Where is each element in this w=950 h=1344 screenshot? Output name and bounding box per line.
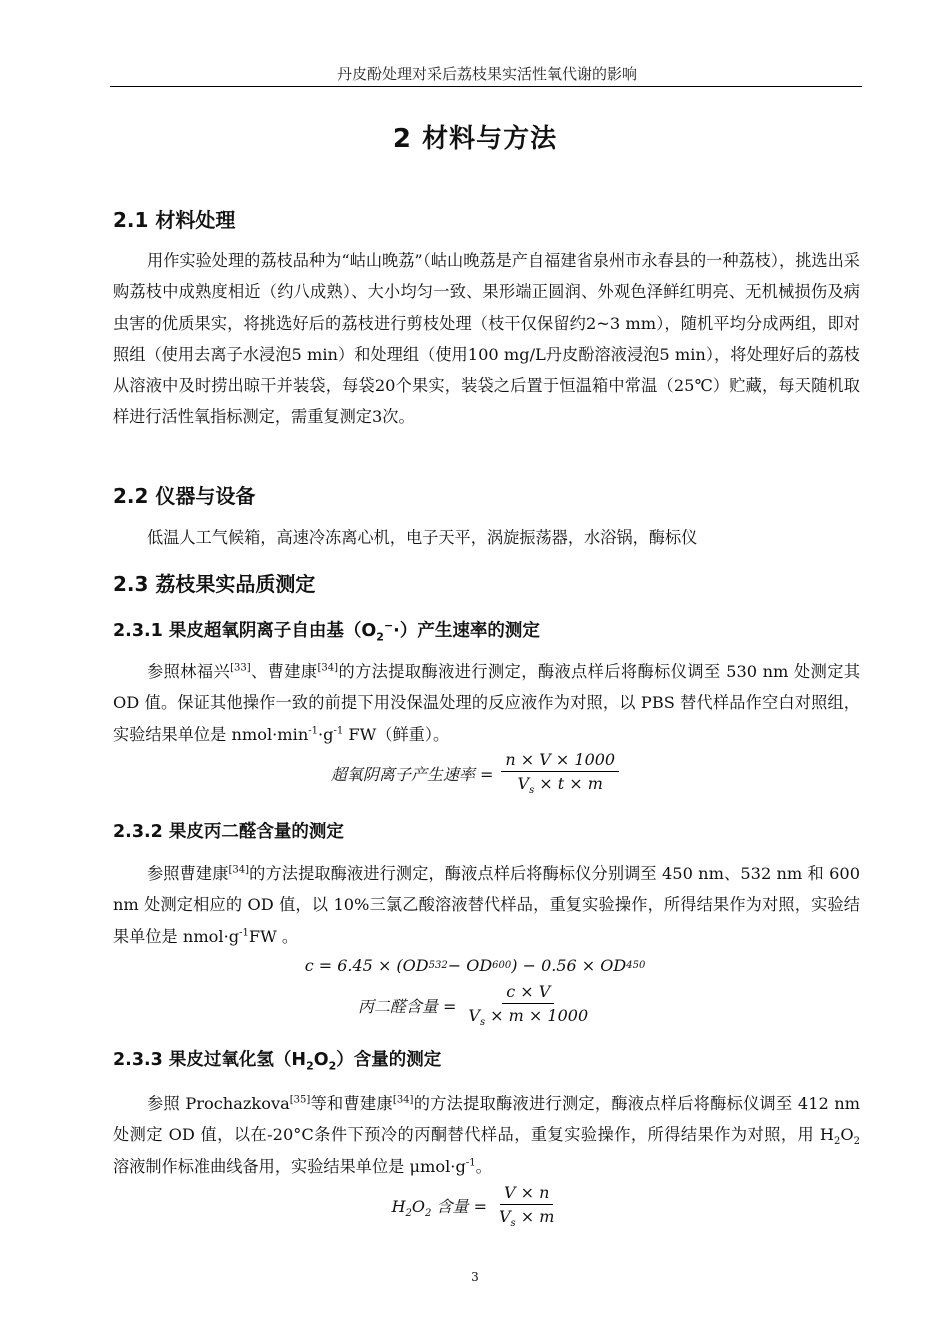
fraction [495,1183,558,1229]
lhs-text: O [411,1196,426,1216]
section-heading-2-3-3 [113,1046,441,1073]
chapter-title: 2 材料与方法 [392,124,558,154]
text-run: ·g [318,724,334,744]
citation: [34] [392,1094,414,1106]
citation: [34] [317,662,339,674]
text-run: 的方法提取酶液进行测定，酶液点样后将酶标仪调至 412 nm 处测定 OD 值，以在-20°C条件下预冷的丙酮替代样品，重复实验操作，所得结果作为对照，用 H [113,1094,861,1145]
heading-text: O [313,1050,329,1070]
section-2-3-2-paragraph [113,858,860,952]
text-run: 参照 Prochazkova [147,1094,290,1113]
fraction [501,750,619,796]
heading-subscript: 2 [306,1059,314,1073]
section-heading-2-3: 2.3 荔枝果实品质测定 [113,572,316,596]
equation-h2o2-content [0,1183,950,1229]
text-run: 参照曹建康 [147,864,229,883]
text-run: 溶液制作标准曲线备用，实验结果单位是 μmol·g [113,1156,466,1176]
denominator-subscript: s [510,1218,516,1230]
denominator [495,1205,558,1229]
section-2-2-paragraph: 低温人工气候箱，高速冷冻离心机，电子天平，涡旋振荡器，水浴锅，酶标仪 [147,528,698,547]
heading-text: 2.3.1 果皮超氧阴离子自由基（O [113,621,377,641]
superscript: -1 [308,725,319,737]
page-number: 3 [471,1270,479,1284]
heading-text: ）含量的测定 [336,1050,442,1070]
equation-lhs: 丙二醛含量 = [357,996,457,1016]
equation-subscript: 600 [492,960,512,971]
denominator-text: × m × 1000 [485,1006,589,1025]
equation-mda-concentration [0,956,950,975]
heading-text: 2.3.3 果皮过氧化氢（H [113,1050,307,1070]
section-2-3-1-paragraph [113,656,860,750]
section-heading-2-1: 2.1 材料处理 [113,208,236,232]
citation: [34] [228,864,250,876]
running-header: 丹皮酚处理对采后荔枝果实活性氧代谢的影响 [336,65,637,83]
citation: [33] [230,662,251,674]
lhs-subscript: 2 [405,1207,412,1219]
text-run: FW（鲜重）。 [343,724,450,744]
numerator: c × V [502,982,554,1004]
heading-subscript: 2 [328,1059,337,1073]
equation-mda-content [0,982,950,1028]
equation-lhs [392,1194,487,1219]
heading-superscript: − [383,619,394,633]
denominator-text: V [517,774,530,793]
lhs-text: H [391,1196,406,1216]
section-heading-2-2: 2.2 仪器与设备 [113,484,256,508]
header-rule [110,86,862,87]
denominator-subscript: s [479,1017,486,1029]
superscript: -1 [239,927,249,939]
heading-text: ·）产生速率的测定 [393,621,540,641]
text-run: 等和曹建康 [310,1094,393,1113]
section-2-3-3-paragraph [113,1088,860,1182]
citation: [35] [289,1094,311,1106]
text-run: 。 [475,1156,492,1176]
denominator [464,1004,592,1028]
equation-text: − OD [447,956,493,975]
section-2-1-paragraph: 用作实验处理的荔枝品种为“岵山晚荔”（岵山晚荔是产自福建省泉州市永春县的一种荔枝），挑选出采购荔枝中成熟度相近（约八成熟）、大小均匀一致、果形端正圆润、外观色泽鲜红明亮、无机械损伤及病虫害的优质果实，将挑选好后的荔枝进行剪枝处理（枝干仅保留约2~3 mm），随机平均分成两组，即对照组（使用去离子水浸泡5 min）和处理组（使用100 mg/L丹皮酚溶液浸泡5 min），将处理好后的荔枝从溶液中及时捞出晾干并装袋，每袋20个果实，装袋之后置于恒温箱中常温（25℃）贮藏，每天随机取样进行活性氧指标测定，需重复测定3次。 [113,251,860,427]
denominator-text: × m [515,1207,555,1226]
fraction [464,982,592,1028]
numerator: n × V × 1000 [501,750,619,772]
denominator [514,772,607,796]
superscript: -1 [333,725,344,737]
lhs-subscript: 2 [425,1207,432,1219]
superscript: -1 [465,1157,476,1169]
equation-lhs: 超氧阴离子产生速率 = [330,764,494,784]
section-heading-2-3-1 [113,617,540,644]
heading-subscript: 2 [376,630,384,644]
equation-subscript: 532 [428,960,448,971]
numerator: V × n [500,1183,553,1205]
text-run: FW 。 [248,926,299,946]
denominator-text: × t × m [534,774,603,793]
text-run: 的方法提取酶液进行测定，酶液点样后将酶标仪分别调至 450 nm、532 nm 和 600 nm 处测定相应的 OD 值，以 10%三氯乙酸溶液替代样品，重复实验操作，所得结果作为对照，实验结果单位是 nmol·g [113,864,860,946]
text-run: 参照林福兴 [147,662,231,681]
denominator-text: V [498,1207,511,1226]
denominator-subscript: s [529,785,535,797]
text-run: O [840,1125,854,1145]
section-heading-2-3-2: 2.3.2 果皮丙二醛含量的测定 [113,822,344,842]
equation-superoxide-rate [0,750,950,796]
lhs-text: 含量 = [431,1196,487,1216]
text-run: 、曹建康 [250,662,318,681]
equation-text: ) − 0.56 × OD [511,956,627,975]
denominator-text: V [468,1006,480,1025]
text-run: 的方法提取酶液进行测定，酶液点样后将酶标仪调至 530 nm 处测定其 OD 值。保证其他操作一致的前提下用没保温处理的反应液作为对照，以 PBS 替代样品作空白对照组，实验结果单位是 nmol·min [113,662,861,744]
equation-subscript: 450 [626,960,646,971]
equation-text: c = 6.45 × (OD [304,956,429,975]
subscript: 2 [833,1136,841,1148]
subscript: 2 [853,1136,860,1148]
